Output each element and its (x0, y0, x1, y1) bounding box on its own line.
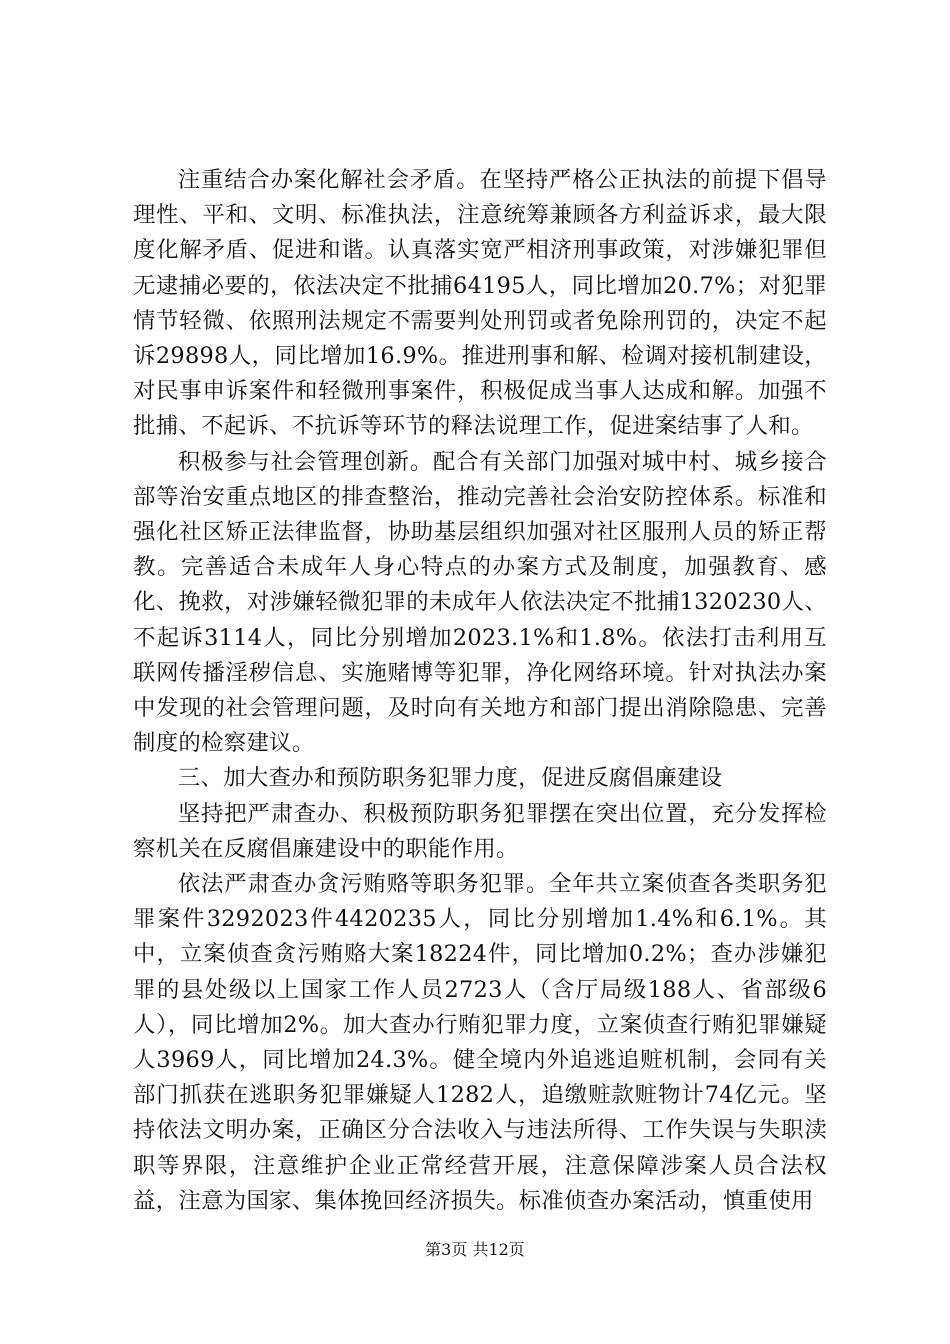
section-heading: 三、加大查办和预防职务犯罪力度，促进反腐倡廉建设 (177, 765, 723, 792)
paragraph-social-management: 积极参与社会管理创新。配合有关部门加强对城中村、城乡接合部等治安重点地区的排查整治，推动完善社会治安防控体系。标准和强化社区矫正法律监督，协助基层组织加强对社区服刑人员的矫正帮教。完善适合未成年人身心特点的办案方式及制度，加强教育、感化、挽救，对涉嫌轻微犯罪的未成年人依法决定不批捕1320230人、不起诉3114人，同比分别增加2023.1%和1.8%。依法打击利用互联网传播淫秽信息、实施赌博等犯罪，净化网络环境。针对执法办案中发现的社会管理问题，及时向有关地方和部门提出消除隐患、完善制度的检察建议。 (133, 448, 827, 757)
document-body (133, 163, 827, 1219)
paragraph-anti-corruption-intro: 坚持把严肃查办、积极预防职务犯罪摆在突出位置，充分发挥检察机关在反腐倡廉建设中的职能作用。 (133, 800, 827, 862)
paragraph-investigation: 依法严肃查办贪污贿赂等职务犯罪。全年共立案侦查各类职务犯罪案件3292023件4420235人，同比分别增加1.4%和6.1%。其中，立案侦查贪污贿赂大案18224件，同比增加0.2%；查办涉嫌犯罪的县处级以上国家工作人员2723人（含厅局级188人、省部级6人），同比增加2%。加大查办行贿犯罪力度，立案侦查行贿犯罪嫌疑人3969人，同比增加24.3%。健全境内外追逃追赃机制，会同有关部门抓获在逃职务犯罪嫌疑人1282人，追缴赃款赃物计74亿元。坚持依法文明办案，正确区分合法收入与违法所得、工作失误与失职渎职等界限，注意维护企业正常经营开展，注意保障涉案人员合法权益，注意为国家、集体挽回经济损失。标准侦查办案活动，慎重使用 (133, 871, 827, 1214)
paragraph-resolve-conflicts: 注重结合办案化解社会矛盾。在坚持严格公正执法的前提下倡导理性、平和、文明、标准执法，注意统筹兼顾各方利益诉求，最大限度化解矛盾、促进和谐。认真落实宽严相济刑事政策，对涉嫌犯罪但无逮捕必要的，依法决定不批捕64195人，同比增加20.7%；对犯罪情节轻微、依照刑法规定不需要判处刑罚或者免除刑罚的，决定不起诉29898人，同比增加16.9%。推进刑事和解、检调对接机制建设，对民事申诉案件和轻微刑事案件，积极促成当事人达成和解。加强不批捕、不起诉、不抗诉等环节的释法说理工作，促进案结事了人和。 (133, 167, 827, 440)
page-number-footer: 第3页 共12页 (425, 1240, 525, 1259)
